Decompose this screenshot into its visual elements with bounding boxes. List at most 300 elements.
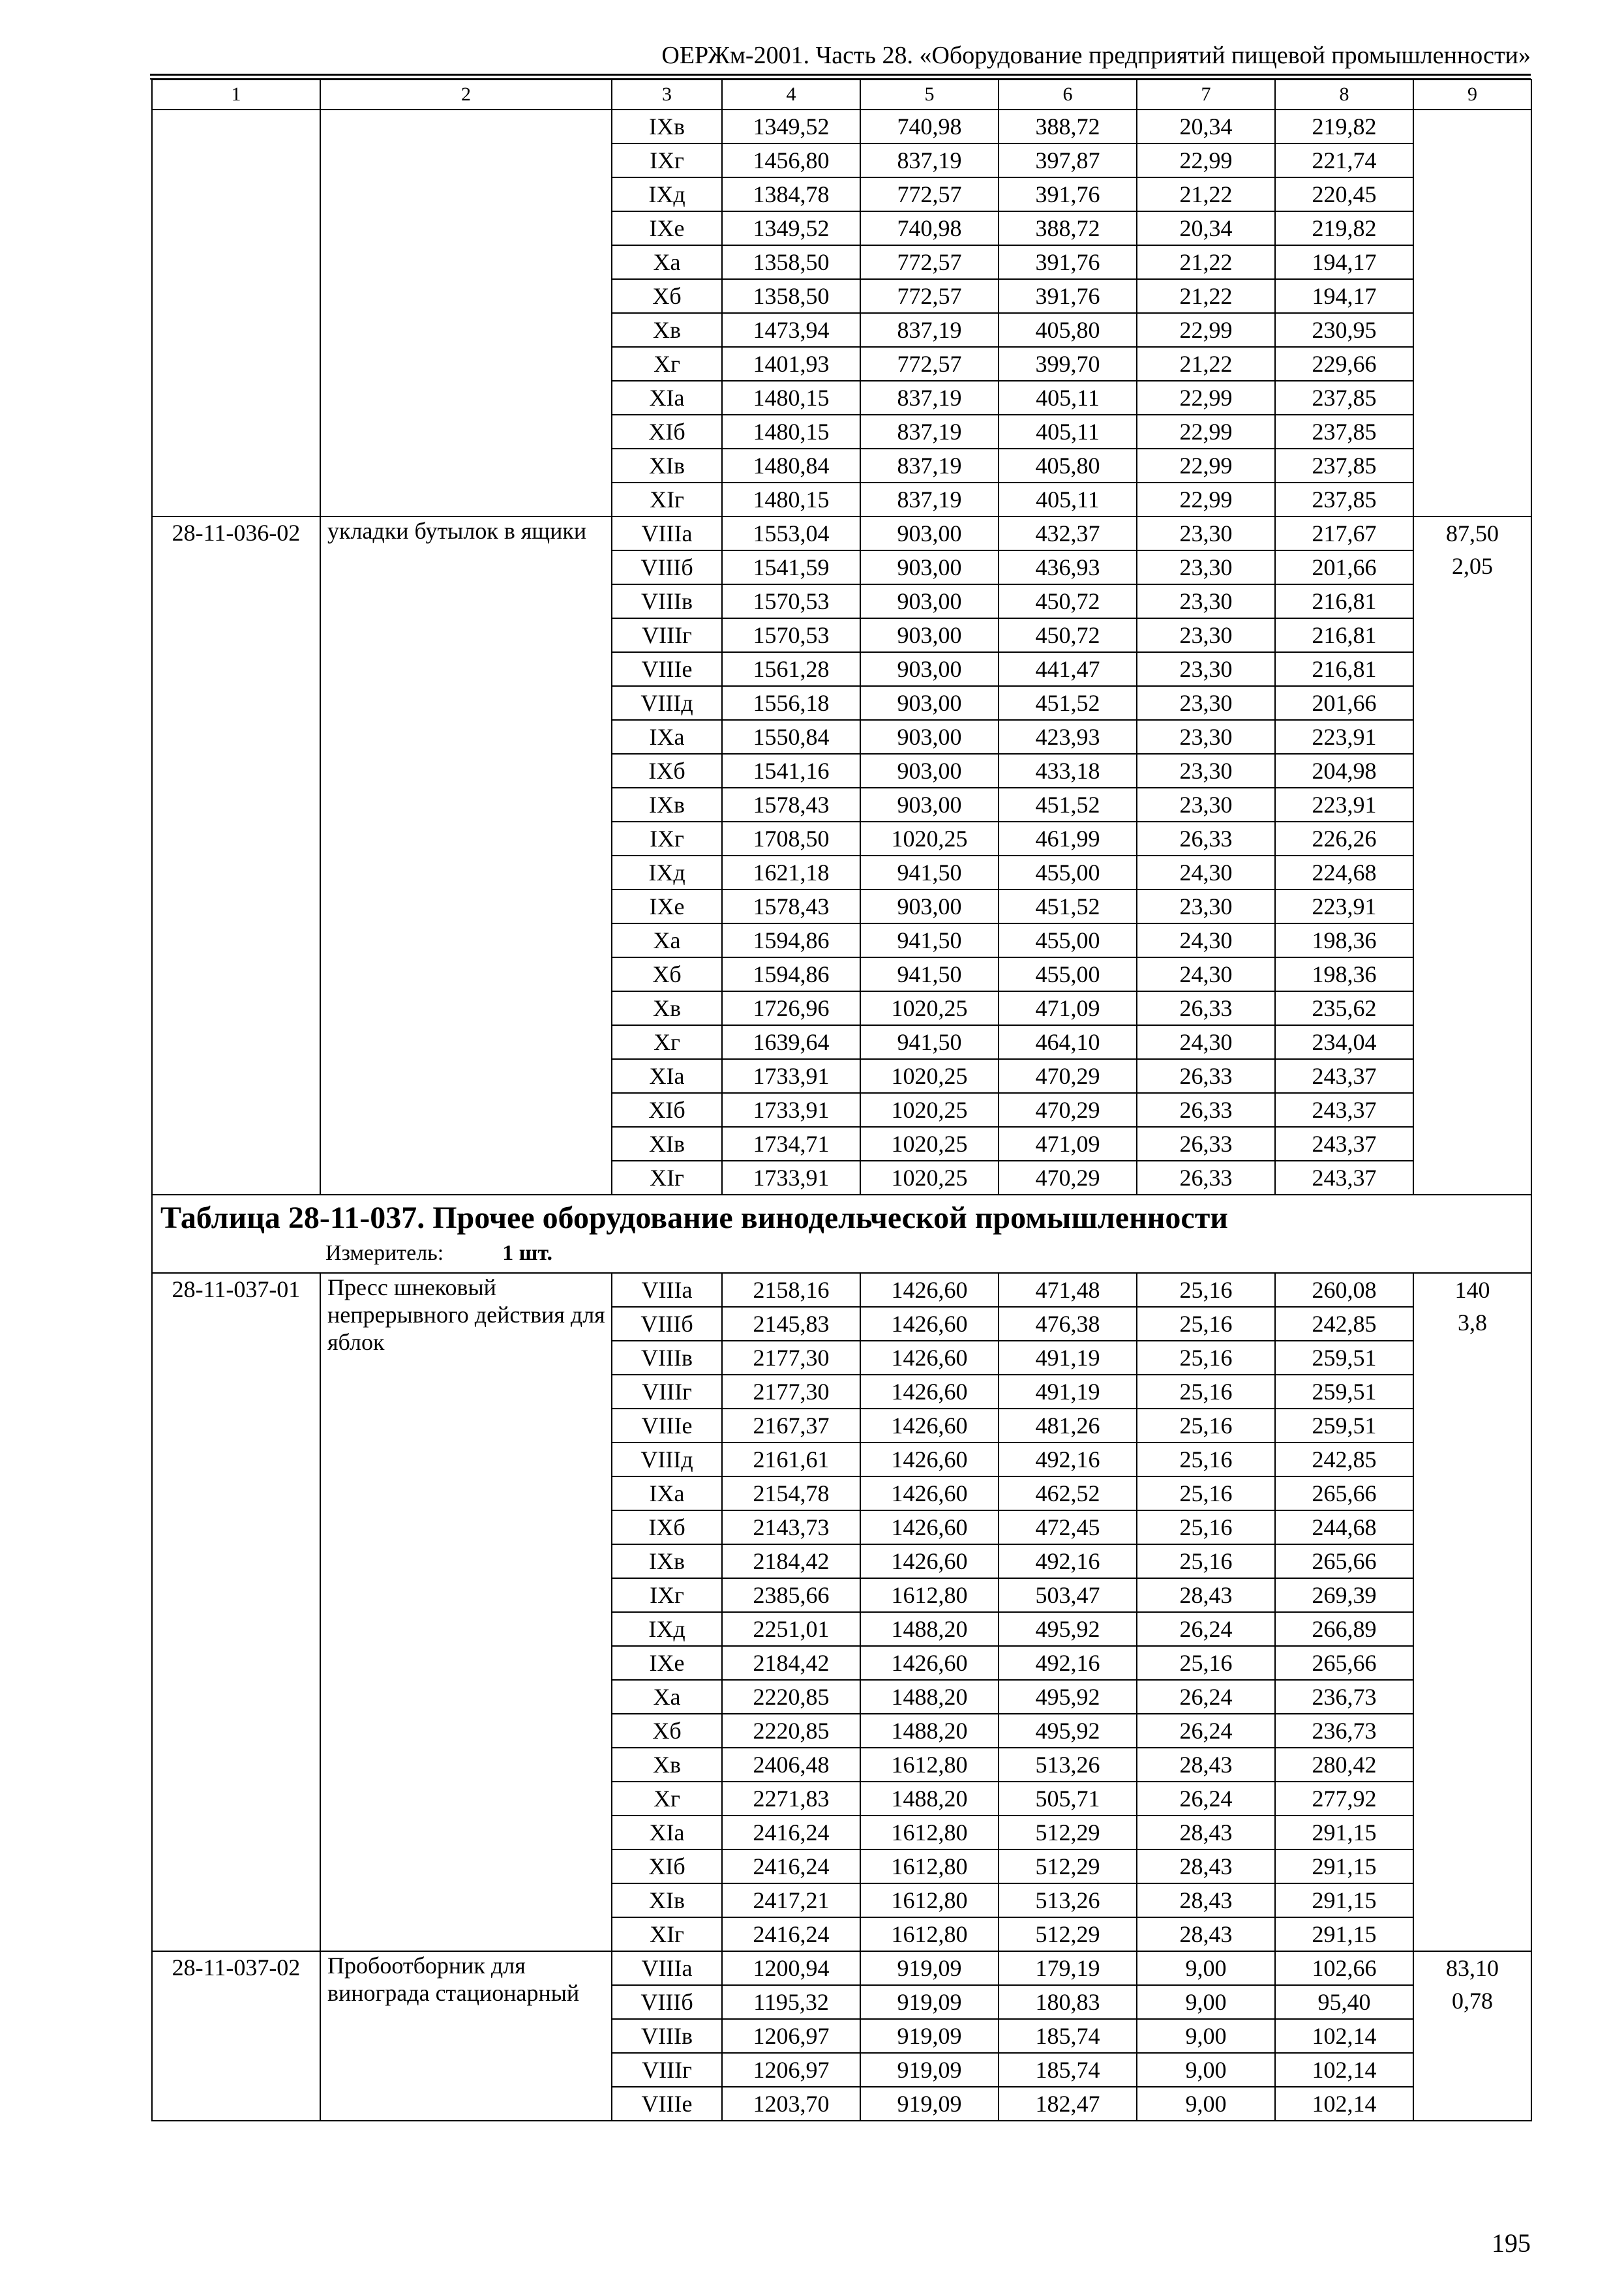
table-cell: 1480,15 xyxy=(722,415,860,449)
column-9-cell xyxy=(1413,1951,1531,2121)
table-cell: 229,66 xyxy=(1275,347,1413,381)
table-cell: 919,09 xyxy=(860,2053,999,2087)
table-cell: 236,73 xyxy=(1275,1680,1413,1714)
table-cell: 451,52 xyxy=(999,890,1137,923)
item-name: Пробоотборник для винограда стационарный xyxy=(320,1951,612,2121)
table-cell: XIа xyxy=(612,1059,722,1093)
table-cell: 2406,48 xyxy=(722,1748,860,1782)
column-number: 6 xyxy=(999,80,1137,110)
table-row xyxy=(152,1273,1531,1307)
table-cell: Xв xyxy=(612,991,722,1025)
column-9-value: 0,78 xyxy=(1452,1988,1493,2014)
table-cell: 1594,86 xyxy=(722,957,860,991)
table-cell: 772,57 xyxy=(860,245,999,279)
table-cell: 472,45 xyxy=(999,1510,1137,1544)
table-cell: 28,43 xyxy=(1137,1748,1275,1782)
table-cell: 1733,91 xyxy=(722,1059,860,1093)
item-code: 28-11-036-02 xyxy=(152,516,320,1195)
table-cell: VIIIе xyxy=(612,2087,722,2121)
table-cell: VIIIв xyxy=(612,584,722,618)
table-cell: 1550,84 xyxy=(722,720,860,754)
column-number: 5 xyxy=(860,80,999,110)
table-cell: 26,33 xyxy=(1137,1161,1275,1195)
table-cell: 513,26 xyxy=(999,1883,1137,1917)
item-code xyxy=(152,110,320,516)
table-cell: 28,43 xyxy=(1137,1883,1275,1917)
table-cell: 22,99 xyxy=(1137,313,1275,347)
table-cell: 837,19 xyxy=(860,483,999,516)
table-cell: 216,81 xyxy=(1275,584,1413,618)
table-cell: 23,30 xyxy=(1137,788,1275,822)
table-cell: 1358,50 xyxy=(722,279,860,313)
table-cell: 492,16 xyxy=(999,1646,1137,1680)
table-cell: 1206,97 xyxy=(722,2053,860,2087)
table-cell: IXа xyxy=(612,1476,722,1510)
table-cell: 1480,84 xyxy=(722,449,860,483)
table-cell: 903,00 xyxy=(860,890,999,923)
table-cell: 201,66 xyxy=(1275,550,1413,584)
table-cell: VIIIг xyxy=(612,1375,722,1409)
table-cell: 25,16 xyxy=(1137,1273,1275,1307)
table-cell: 903,00 xyxy=(860,618,999,652)
table-cell: 20,34 xyxy=(1137,110,1275,143)
table-cell: 1612,80 xyxy=(860,1578,999,1612)
table-cell: Xв xyxy=(612,1748,722,1782)
table-cell: 26,24 xyxy=(1137,1714,1275,1748)
table-cell: 28,43 xyxy=(1137,1816,1275,1849)
table-cell: IXб xyxy=(612,1510,722,1544)
table-cell: XIв xyxy=(612,1883,722,1917)
table-cell: 471,48 xyxy=(999,1273,1137,1307)
table-cell: 26,24 xyxy=(1137,1782,1275,1816)
table-cell: 201,66 xyxy=(1275,686,1413,720)
column-number: 3 xyxy=(612,80,722,110)
table-cell: 291,15 xyxy=(1275,1917,1413,1951)
table-cell: 772,57 xyxy=(860,177,999,211)
table-cell: 1426,60 xyxy=(860,1341,999,1375)
table-cell: 492,16 xyxy=(999,1544,1137,1578)
table-cell: 237,85 xyxy=(1275,449,1413,483)
table-cell: VIIIа xyxy=(612,1951,722,1985)
table-cell: VIIIб xyxy=(612,550,722,584)
table-cell: 25,16 xyxy=(1137,1409,1275,1443)
table-row xyxy=(152,516,1531,550)
table-cell: 495,92 xyxy=(999,1714,1137,1748)
table-cell: 1488,20 xyxy=(860,1680,999,1714)
table-cell: Xв xyxy=(612,313,722,347)
table-cell: 23,30 xyxy=(1137,584,1275,618)
item-name xyxy=(320,110,612,516)
column-number: 1 xyxy=(152,80,320,110)
table-cell: Xа xyxy=(612,1680,722,1714)
table-cell: IXе xyxy=(612,890,722,923)
table-cell: 1733,91 xyxy=(722,1093,860,1127)
table-cell: 21,22 xyxy=(1137,245,1275,279)
table-cell: 941,50 xyxy=(860,923,999,957)
table-cell: 450,72 xyxy=(999,584,1137,618)
table-cell: 471,09 xyxy=(999,1127,1137,1161)
table-cell: 2167,37 xyxy=(722,1409,860,1443)
table-cell: 1578,43 xyxy=(722,890,860,923)
column-9-cell xyxy=(1413,516,1531,1195)
table-cell: 28,43 xyxy=(1137,1917,1275,1951)
table-cell: 21,22 xyxy=(1137,347,1275,381)
table-cell: Xб xyxy=(612,279,722,313)
table-cell: 219,82 xyxy=(1275,110,1413,143)
table-cell: 95,40 xyxy=(1275,1985,1413,2019)
table-cell: 291,15 xyxy=(1275,1849,1413,1883)
table-cell: 235,62 xyxy=(1275,991,1413,1025)
table-cell: 216,81 xyxy=(1275,652,1413,686)
table-cell: 740,98 xyxy=(860,110,999,143)
table-cell: 216,81 xyxy=(1275,618,1413,652)
table-cell: 243,37 xyxy=(1275,1127,1413,1161)
table-cell: 265,66 xyxy=(1275,1476,1413,1510)
table-cell: 837,19 xyxy=(860,449,999,483)
table-cell: 219,82 xyxy=(1275,211,1413,245)
table-cell: 455,00 xyxy=(999,923,1137,957)
unit-value: 1 шт. xyxy=(502,1241,553,1265)
table-cell: 495,92 xyxy=(999,1612,1137,1646)
table-cell: 102,14 xyxy=(1275,2019,1413,2053)
column-9-value: 2,05 xyxy=(1452,553,1493,579)
table-cell: Xа xyxy=(612,923,722,957)
table-cell: 2220,85 xyxy=(722,1714,860,1748)
table-cell: 405,11 xyxy=(999,415,1137,449)
table-cell: 391,76 xyxy=(999,279,1137,313)
table-cell: 492,16 xyxy=(999,1443,1137,1476)
table-cell: 1480,15 xyxy=(722,381,860,415)
table-cell: 461,99 xyxy=(999,822,1137,856)
table-cell: 2177,30 xyxy=(722,1375,860,1409)
table-cell: 291,15 xyxy=(1275,1816,1413,1849)
table-cell: 1349,52 xyxy=(722,110,860,143)
table-cell: 837,19 xyxy=(860,143,999,177)
table-cell: IXд xyxy=(612,1612,722,1646)
table-cell: 1612,80 xyxy=(860,1883,999,1917)
table-cell: 1426,60 xyxy=(860,1409,999,1443)
table-cell: 242,85 xyxy=(1275,1443,1413,1476)
table-cell: 1561,28 xyxy=(722,652,860,686)
table-cell: 2177,30 xyxy=(722,1341,860,1375)
table-cell: VIIIв xyxy=(612,2019,722,2053)
table-cell: 9,00 xyxy=(1137,1985,1275,2019)
table-cell: 259,51 xyxy=(1275,1409,1413,1443)
table-cell: 919,09 xyxy=(860,2019,999,2053)
table-cell: 21,22 xyxy=(1137,177,1275,211)
table-cell: 194,17 xyxy=(1275,279,1413,313)
table-cell: 1426,60 xyxy=(860,1646,999,1680)
table-cell: IXв xyxy=(612,788,722,822)
column-9-cell xyxy=(1413,1273,1531,1951)
table-cell: XIг xyxy=(612,483,722,516)
table-cell: IXа xyxy=(612,720,722,754)
table-cell: 740,98 xyxy=(860,211,999,245)
table-cell: 102,14 xyxy=(1275,2087,1413,2121)
table-cell: 182,47 xyxy=(999,2087,1137,2121)
table-cell: 1020,25 xyxy=(860,1161,999,1195)
table-cell: 391,76 xyxy=(999,177,1137,211)
table-cell: 185,74 xyxy=(999,2053,1137,2087)
table-cell: XIг xyxy=(612,1917,722,1951)
table-cell: 2220,85 xyxy=(722,1680,860,1714)
table-cell: 432,37 xyxy=(999,516,1137,550)
table-cell: 471,09 xyxy=(999,991,1137,1025)
table-cell: 1426,60 xyxy=(860,1544,999,1578)
table-cell: IXб xyxy=(612,754,722,788)
table-cell: 243,37 xyxy=(1275,1093,1413,1127)
table-cell: 21,22 xyxy=(1137,279,1275,313)
table-cell: 102,14 xyxy=(1275,2053,1413,2087)
table-cell: 1621,18 xyxy=(722,856,860,890)
item-name: укладки бутылок в ящики xyxy=(320,516,612,1195)
table-cell: 476,38 xyxy=(999,1307,1137,1341)
table-cell: 265,66 xyxy=(1275,1646,1413,1680)
table-cell: Xг xyxy=(612,1782,722,1816)
table-cell: 405,80 xyxy=(999,449,1137,483)
table-cell: 2385,66 xyxy=(722,1578,860,1612)
table-cell: 20,34 xyxy=(1137,211,1275,245)
table-cell: 1553,04 xyxy=(722,516,860,550)
table-cell: 1612,80 xyxy=(860,1917,999,1951)
table-cell: 941,50 xyxy=(860,1025,999,1059)
table-cell: IXд xyxy=(612,177,722,211)
table-cell: 237,85 xyxy=(1275,483,1413,516)
table-cell: 223,91 xyxy=(1275,890,1413,923)
table-cell: 242,85 xyxy=(1275,1307,1413,1341)
table-cell: 919,09 xyxy=(860,1951,999,1985)
table-cell: 224,68 xyxy=(1275,856,1413,890)
table-cell: Xг xyxy=(612,1025,722,1059)
table-cell: 1426,60 xyxy=(860,1375,999,1409)
table-cell: 903,00 xyxy=(860,516,999,550)
item-name: Пресс шнековый непрерывного действия для яблок xyxy=(320,1273,612,1951)
table-cell: 503,47 xyxy=(999,1578,1137,1612)
table-cell: 399,70 xyxy=(999,347,1137,381)
table-cell: 220,45 xyxy=(1275,177,1413,211)
table-cell: XIв xyxy=(612,449,722,483)
table-cell: 436,93 xyxy=(999,550,1137,584)
table-cell: 204,98 xyxy=(1275,754,1413,788)
table-cell: VIIIб xyxy=(612,1307,722,1341)
table-cell: 1612,80 xyxy=(860,1849,999,1883)
table-cell: 102,66 xyxy=(1275,1951,1413,1985)
table-cell: 25,16 xyxy=(1137,1646,1275,1680)
table-cell: 941,50 xyxy=(860,856,999,890)
table-cell: 837,19 xyxy=(860,381,999,415)
table-cell: 470,29 xyxy=(999,1161,1137,1195)
table-cell: VIIIб xyxy=(612,1985,722,2019)
column-9-value: 83,10 xyxy=(1446,1955,1499,1981)
table-cell: 2161,61 xyxy=(722,1443,860,1476)
table-cell: 837,19 xyxy=(860,415,999,449)
table-cell: 1426,60 xyxy=(860,1510,999,1544)
table-cell: 903,00 xyxy=(860,652,999,686)
table-cell: 470,29 xyxy=(999,1093,1137,1127)
table-cell: 280,42 xyxy=(1275,1748,1413,1782)
table-cell: 244,68 xyxy=(1275,1510,1413,1544)
table-cell: Xа xyxy=(612,245,722,279)
table-cell: 25,16 xyxy=(1137,1544,1275,1578)
table-row xyxy=(152,110,1531,143)
table-cell: XIб xyxy=(612,1093,722,1127)
table-cell: 194,17 xyxy=(1275,245,1413,279)
table-cell: 180,83 xyxy=(999,1985,1137,2019)
table-cell: 462,52 xyxy=(999,1476,1137,1510)
table-cell: XIб xyxy=(612,1849,722,1883)
table-cell: VIIIе xyxy=(612,1409,722,1443)
table-cell: 837,19 xyxy=(860,313,999,347)
table-cell: 772,57 xyxy=(860,347,999,381)
table-cell: 919,09 xyxy=(860,1985,999,2019)
table-cell: IXв xyxy=(612,110,722,143)
table-cell: 198,36 xyxy=(1275,923,1413,957)
table-cell: 1488,20 xyxy=(860,1714,999,1748)
table-cell: XIа xyxy=(612,1816,722,1849)
table-cell: XIа xyxy=(612,381,722,415)
table-cell: 2416,24 xyxy=(722,1849,860,1883)
table-cell: 505,71 xyxy=(999,1782,1137,1816)
table-cell: Xг xyxy=(612,347,722,381)
table-cell: 2416,24 xyxy=(722,1917,860,1951)
table-cell: 237,85 xyxy=(1275,381,1413,415)
table-cell: 259,51 xyxy=(1275,1375,1413,1409)
table-title-row xyxy=(152,1195,1531,1273)
table-cell: 1556,18 xyxy=(722,686,860,720)
column-9-value: 140 xyxy=(1454,1277,1490,1303)
table-cell: 455,00 xyxy=(999,957,1137,991)
table-cell: 2184,42 xyxy=(722,1646,860,1680)
table-cell: 2417,21 xyxy=(722,1883,860,1917)
table-cell: 22,99 xyxy=(1137,143,1275,177)
table-cell: 25,16 xyxy=(1137,1375,1275,1409)
table-cell: 179,19 xyxy=(999,1951,1137,1985)
table-cell: 266,89 xyxy=(1275,1612,1413,1646)
table-cell: 26,24 xyxy=(1137,1680,1275,1714)
table-cell: 1488,20 xyxy=(860,1782,999,1816)
table-cell: 9,00 xyxy=(1137,1951,1275,1985)
table-cell: 451,52 xyxy=(999,788,1137,822)
table-cell: 1426,60 xyxy=(860,1476,999,1510)
table-cell: 28,43 xyxy=(1137,1849,1275,1883)
table-cell: 1200,94 xyxy=(722,1951,860,1985)
table-cell: Xб xyxy=(612,957,722,991)
table-cell: 237,85 xyxy=(1275,415,1413,449)
table-cell: 1426,60 xyxy=(860,1307,999,1341)
table-cell: 226,26 xyxy=(1275,822,1413,856)
table-cell: 25,16 xyxy=(1137,1341,1275,1375)
table-cell: XIг xyxy=(612,1161,722,1195)
table-cell: 223,91 xyxy=(1275,720,1413,754)
table-cell: 455,00 xyxy=(999,856,1137,890)
table-cell: 1612,80 xyxy=(860,1748,999,1782)
table-cell: 230,95 xyxy=(1275,313,1413,347)
table-cell: 26,33 xyxy=(1137,1059,1275,1093)
table-cell: 236,73 xyxy=(1275,1714,1413,1748)
table-cell: 1733,91 xyxy=(722,1161,860,1195)
column-number: 7 xyxy=(1137,80,1275,110)
table-cell: 291,15 xyxy=(1275,1883,1413,1917)
table-cell: VIIIд xyxy=(612,1443,722,1476)
table-cell: 388,72 xyxy=(999,211,1137,245)
table-cell: 23,30 xyxy=(1137,550,1275,584)
table-cell: 397,87 xyxy=(999,143,1137,177)
table-cell: VIIIд xyxy=(612,686,722,720)
table-cell: 491,19 xyxy=(999,1341,1137,1375)
table-cell: IXд xyxy=(612,856,722,890)
table-cell: 1195,32 xyxy=(722,1985,860,2019)
item-code: 28-11-037-02 xyxy=(152,1951,320,2121)
table-cell: 26,33 xyxy=(1137,1127,1275,1161)
column-number: 4 xyxy=(722,80,860,110)
table-cell: VIIIг xyxy=(612,618,722,652)
table-cell: 217,67 xyxy=(1275,516,1413,550)
column-number-row xyxy=(152,80,1531,110)
table-cell: 495,92 xyxy=(999,1680,1137,1714)
table-cell: 2158,16 xyxy=(722,1273,860,1307)
table-cell: 433,18 xyxy=(999,754,1137,788)
table-cell: 1401,93 xyxy=(722,347,860,381)
table-cell: 243,37 xyxy=(1275,1161,1413,1195)
table-cell: 1570,53 xyxy=(722,618,860,652)
page-number: 195 xyxy=(1492,2228,1531,2258)
table-cell: 23,30 xyxy=(1137,686,1275,720)
column-9-cell xyxy=(1413,110,1531,516)
table-cell: 2271,83 xyxy=(722,1782,860,1816)
table-cell: 405,11 xyxy=(999,483,1137,516)
column-number: 9 xyxy=(1413,80,1531,110)
table-cell: 22,99 xyxy=(1137,449,1275,483)
table-cell: 464,10 xyxy=(999,1025,1137,1059)
table-cell: 24,30 xyxy=(1137,1025,1275,1059)
table-cell: 9,00 xyxy=(1137,2019,1275,2053)
table-cell: 26,33 xyxy=(1137,822,1275,856)
table-cell: 451,52 xyxy=(999,686,1137,720)
table-cell: 1594,86 xyxy=(722,923,860,957)
table-cell: 24,30 xyxy=(1137,923,1275,957)
table-cell: 23,30 xyxy=(1137,720,1275,754)
table-cell: 1358,50 xyxy=(722,245,860,279)
table-cell: 23,30 xyxy=(1137,516,1275,550)
table-cell: 1426,60 xyxy=(860,1273,999,1307)
table-cell: 903,00 xyxy=(860,754,999,788)
table-cell: 2143,73 xyxy=(722,1510,860,1544)
table-cell: IXг xyxy=(612,822,722,856)
table-cell: 23,30 xyxy=(1137,754,1275,788)
table-cell: 2184,42 xyxy=(722,1544,860,1578)
table-cell: 25,16 xyxy=(1137,1476,1275,1510)
table-cell: 185,74 xyxy=(999,2019,1137,2053)
table-cell: XIб xyxy=(612,415,722,449)
table-cell: 1349,52 xyxy=(722,211,860,245)
table-cell: 2154,78 xyxy=(722,1476,860,1510)
table-cell: 23,30 xyxy=(1137,652,1275,686)
table-cell: VIIIв xyxy=(612,1341,722,1375)
table-cell: 1426,60 xyxy=(860,1443,999,1476)
table-cell: XIв xyxy=(612,1127,722,1161)
table-cell: 423,93 xyxy=(999,720,1137,754)
price-table xyxy=(151,79,1532,2121)
table-cell: 1384,78 xyxy=(722,177,860,211)
table-cell: 277,92 xyxy=(1275,1782,1413,1816)
table-cell: 919,09 xyxy=(860,2087,999,2121)
column-number: 2 xyxy=(320,80,612,110)
table-cell: 512,29 xyxy=(999,1917,1137,1951)
table-cell: VIIIе xyxy=(612,652,722,686)
table-cell: 772,57 xyxy=(860,279,999,313)
table-cell: 198,36 xyxy=(1275,957,1413,991)
table-cell: 441,47 xyxy=(999,652,1137,686)
